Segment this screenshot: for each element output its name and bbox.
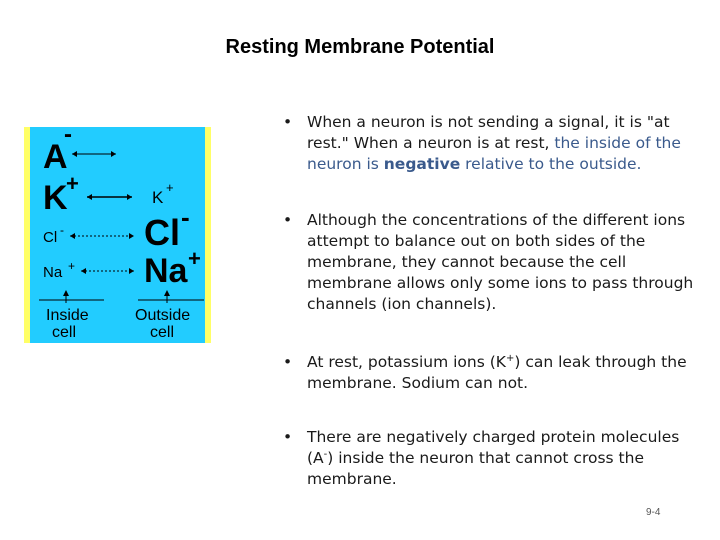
ion-cl-charge: - (60, 223, 64, 237)
arrowhead-na-left (81, 268, 86, 274)
arrowhead-cl-right (129, 233, 134, 239)
bullet-marker: • (283, 428, 293, 446)
bullet-potassium-text: At rest, potassium ions (K (307, 353, 506, 371)
arrowhead-k-right (127, 194, 132, 200)
bullet-proteins-text-end: ) inside the neuron that cannot cross the membrane. (307, 449, 644, 488)
bullet-rest-text: When a neuron is not sending a signal, it is "at rest." When a neuron is at rest, (307, 113, 670, 152)
slide-title: Resting Membrane Potential (225, 36, 495, 58)
bullet-proteins (283, 427, 703, 490)
ion-k-inside: K (43, 179, 68, 217)
ion-na-inside: Na (43, 264, 63, 281)
ion-na-outside: Na (144, 252, 188, 290)
arrowhead-a-left (72, 151, 77, 157)
inside-label-line1: Inside (46, 307, 89, 324)
bullet-potassium-text-end: ) can leak through the membrane. Sodium can not. (307, 353, 687, 392)
arrowhead-a-right (111, 151, 116, 157)
bullet-marker: • (283, 211, 293, 229)
ion-na-outside-charge: + (188, 246, 201, 271)
ion-cl-outside-charge: - (181, 202, 190, 232)
ion-a-inside: A (43, 138, 68, 176)
ion-k-outside-charge: + (166, 180, 174, 195)
page-number: 9-4 (646, 507, 661, 518)
ion-na-charge: + (68, 259, 76, 273)
ion-diagram-svg (24, 127, 211, 343)
arrowhead-cl-left (70, 233, 75, 239)
ion-cl-outside: Cl (144, 212, 180, 253)
bullet-concentrations (283, 210, 703, 315)
bullet-rest-highlight: the inside of the neuron is (307, 134, 681, 173)
ion-k-outside: K (152, 188, 164, 207)
potassium-sup: + (505, 352, 515, 364)
bullet-marker: • (283, 113, 293, 131)
arrowhead-outside (164, 290, 170, 296)
arrowhead-na-right (129, 268, 134, 274)
bullet-marker: • (283, 353, 293, 371)
ion-a-charge: - (64, 127, 72, 148)
bullet-potassium (283, 352, 703, 394)
bullet-proteins-text: There are negatively charged protein molecules (A (307, 428, 680, 467)
bullet-concentrations-text: Although the concentrations of the different ions attempt to balance out on both sides of the membrane, they cannot because the cell membrane allows only some ions to pass through channels (ion channels). (307, 211, 694, 313)
bullet-rest (283, 112, 703, 175)
ion-cl-inside: Cl (43, 229, 58, 246)
outside-label-line2: cell (150, 324, 175, 341)
proteins-sup: - (323, 448, 328, 460)
ion-diagram (24, 127, 211, 343)
bullet-rest-negative: negative (383, 155, 461, 173)
outside-label-line1: Outside (135, 307, 191, 324)
bullet-rest-relative: relative to the outside. (460, 155, 642, 173)
inside-label-line2: cell (52, 324, 77, 341)
arrowhead-k-left (87, 194, 92, 200)
ion-k-charge: + (66, 171, 79, 196)
arrowhead-inside (63, 290, 69, 296)
